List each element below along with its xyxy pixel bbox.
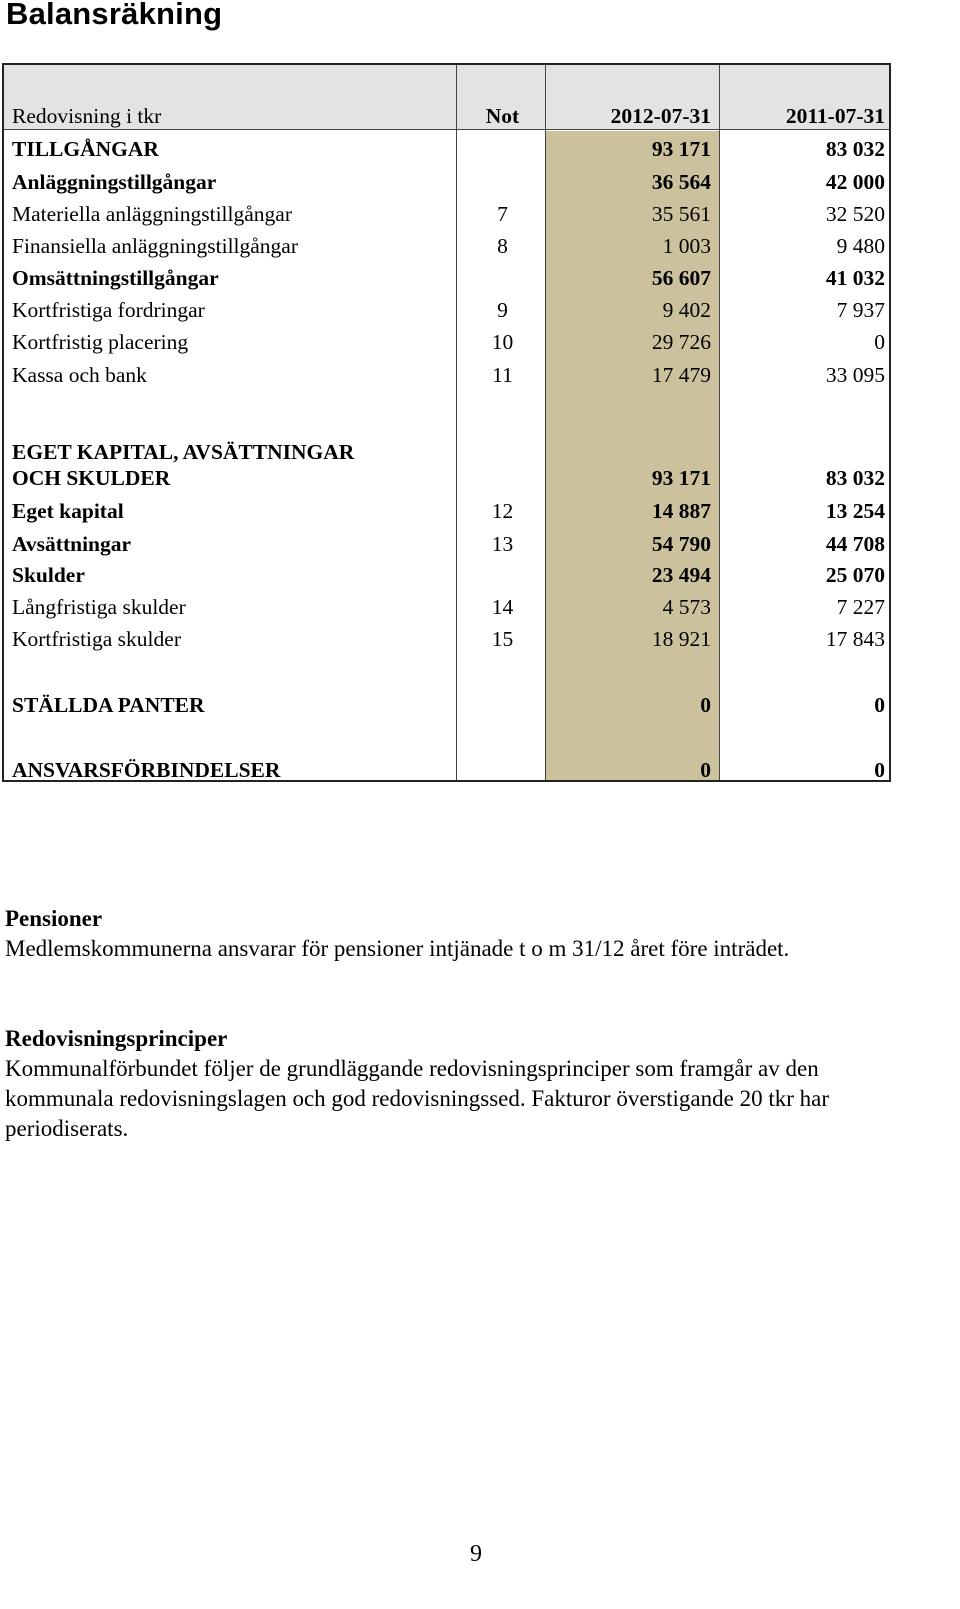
table-row [4,531,889,557]
row-note: 8 [497,234,508,258]
redovisningsprinciper-heading: Redovisningsprinciper [5,1026,228,1051]
row-label: STÄLLDA PANTER [12,693,205,717]
row-value-2012: 4 573 [662,595,711,619]
page-title: Balansräkning [6,0,223,31]
row-label: Anläggningstillgångar [12,170,217,194]
row-value-2012: 93 171 [651,466,711,490]
redovisningsprinciper-line-3: periodiserats. [5,1116,129,1141]
row-value-2012: 0 [700,758,711,782]
pensioner-text: Medlemskommunerna ansvarar för pensioner intjänade t o m 31/12 året före inträdet. [5,936,790,961]
row-note: 9 [497,298,508,322]
row-value-2012: 23 494 [651,563,711,587]
row-label: Långfristiga skulder [12,595,186,619]
row-value-2011: 7 937 [836,298,885,322]
row-note: 12 [491,499,514,523]
table-row [4,626,889,652]
row-value-2011: 42 000 [825,170,885,194]
row-value-2012: 14 887 [651,499,711,523]
row-value-2012: 18 921 [651,627,711,651]
table-row [4,594,889,620]
row-value-2012: 56 607 [651,266,711,290]
row-label: TILLGÅNGAR [12,137,159,161]
table-row [4,362,889,388]
header-label: Redovisning i tkr [12,104,162,128]
table-row [4,233,889,259]
row-note: 13 [491,532,514,556]
table-row [4,265,889,291]
row-value-2011: 9 480 [836,234,885,258]
row-value-2011: 41 032 [825,266,885,290]
row-label: Eget kapital [12,499,124,523]
row-label: Avsättningar [12,532,132,556]
row-value-2011: 0 [874,693,885,717]
row-label: Materiella anläggningstillgångar [12,202,293,226]
redovisningsprinciper-section [5,1024,950,1144]
header-col-2012: 2012-07-31 [610,104,711,128]
row-label: Finansiella anläggningstillgångar [12,234,299,258]
header-col-2011: 2011-07-31 [785,104,885,128]
table-row [4,201,889,227]
table-header-row [4,103,889,129]
redovisningsprinciper-line-1: Kommunalförbundet följer de grundläggande redovisningsprinciper som framgår av den [5,1056,819,1081]
row-label: Kortfristiga fordringar [12,298,205,322]
table-row [4,757,889,783]
row-note: 15 [491,627,514,651]
row-value-2012: 0 [700,693,711,717]
row-label: Omsättningstillgångar [12,266,219,290]
row-value-2012: 93 171 [651,137,711,161]
row-value-2011: 44 708 [825,532,885,556]
pensioner-heading: Pensioner [5,906,103,931]
table-row [4,439,889,491]
row-value-2011: 33 095 [825,363,885,387]
table-row [4,498,889,524]
row-note: 14 [491,595,514,619]
redovisningsprinciper-line-2: kommunala redovisningslagen och god redovisningssed. Fakturor överstigande 20 tkr har [5,1086,830,1111]
pensioner-section [5,904,950,964]
row-label: Skulder [12,563,85,587]
row-value-2012: 29 726 [651,330,711,354]
row-value-2011: 32 520 [825,202,885,226]
row-value-2011: 25 070 [825,563,885,587]
row-label: ANSVARSFÖRBINDELSER [12,758,281,782]
row-value-2011: 83 032 [825,466,885,490]
row-value-2012: 54 790 [651,532,711,556]
row-label-line-2: OCH SKULDER [12,466,171,490]
row-label: Kortfristig placering [12,330,189,354]
row-label-line-1: EGET KAPITAL, AVSÄTTNINGAR [12,440,355,464]
header-note: Not [485,104,520,128]
table-row [4,562,889,588]
header-divider [4,129,889,130]
page-number: 9 [470,1541,482,1567]
row-value-2011: 83 032 [825,137,885,161]
row-value-2011: 0 [874,758,885,782]
table-row [4,692,889,718]
row-value-2012: 35 561 [651,202,711,226]
row-value-2012: 9 402 [662,298,711,322]
row-value-2011: 17 843 [825,627,885,651]
table-row [4,297,889,323]
table-row [4,136,889,162]
row-value-2011: 7 227 [836,595,885,619]
row-label [12,439,354,491]
row-note: 10 [491,330,514,354]
row-value-2011: 0 [874,330,885,354]
table-row [4,169,889,195]
row-value-2011: 13 254 [825,499,885,523]
table-row [4,329,889,355]
row-value-2012: 36 564 [651,170,711,194]
balance-sheet-table [2,63,891,782]
row-label: Kassa och bank [12,363,147,387]
row-value-2012: 17 479 [651,363,711,387]
row-label: Kortfristiga skulder [12,627,181,651]
row-note: 11 [492,363,513,387]
row-value-2012: 1 003 [662,234,711,258]
row-note: 7 [497,202,508,226]
